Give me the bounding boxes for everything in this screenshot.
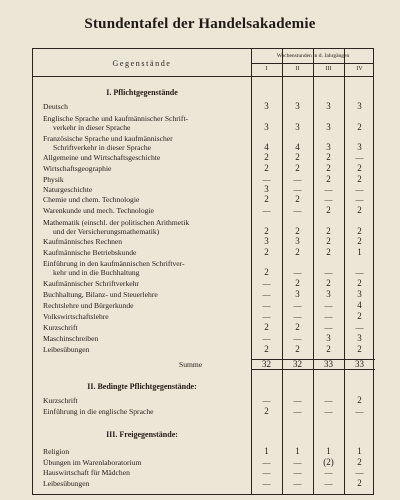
hours-row	[33, 334, 375, 343]
hours-row	[33, 290, 375, 299]
table-row	[33, 218, 375, 227]
hours-value: —	[324, 268, 333, 277]
hours-value: —	[262, 301, 271, 310]
hours-row	[33, 164, 375, 173]
hours-value: 3	[295, 289, 300, 299]
table-row	[33, 134, 375, 143]
subject-label: Allgemeine und Wirtschaftsgeschichte	[43, 153, 161, 162]
hours-value: 2	[326, 344, 331, 354]
hours-value: 1	[264, 446, 269, 456]
hours-value: —	[324, 407, 333, 416]
hours-row	[33, 195, 375, 204]
hours-value: —	[262, 396, 271, 405]
hours-value: 2	[357, 478, 362, 488]
hours-value: 4	[295, 142, 300, 152]
subject-label: Französische Sprache und kaufmännischer	[43, 134, 173, 143]
hours-row	[33, 248, 375, 257]
subject-label: Kaufmännische Betriebskunde	[43, 248, 137, 257]
subject-label: Kurzschrift	[43, 396, 78, 405]
hours-value: —	[324, 301, 333, 310]
hours-value: 1	[357, 247, 362, 257]
subject-label: Übungen im Warenlaboratorium	[43, 458, 142, 467]
hours-value: 2	[357, 395, 362, 405]
hours-value: —	[262, 458, 271, 467]
hours-value: —	[262, 206, 271, 215]
summe-value: 33	[324, 359, 333, 369]
hours-row	[33, 323, 375, 332]
hours-row	[33, 447, 375, 456]
hours-value: —	[355, 468, 364, 477]
subject-label: Kaufmännisches Rechnen	[43, 237, 123, 246]
hours-row	[33, 143, 375, 152]
hours-value: 3	[264, 236, 269, 246]
hours-value: 2	[264, 322, 269, 332]
subject-label: Chemie und chem. Technologie	[43, 195, 140, 204]
hours-row	[33, 479, 375, 488]
hours-row	[33, 468, 375, 477]
hours-value: —	[355, 407, 364, 416]
hours-value: —	[262, 468, 271, 477]
hours-value: 2	[264, 226, 269, 236]
hours-value: —	[324, 195, 333, 204]
hours-value: 2	[326, 247, 331, 257]
hours-value: —	[262, 175, 271, 184]
hours-value: 2	[264, 152, 269, 162]
hours-value: 2	[264, 163, 269, 173]
subject-label: Einführung in den kaufmännischen Schriftver-	[43, 259, 185, 268]
hours-value: 2	[326, 152, 331, 162]
hours-value: —	[293, 468, 302, 477]
hours-value: 2	[357, 457, 362, 467]
hours-value: —	[293, 458, 302, 467]
hours-value: 4	[357, 300, 362, 310]
hours-value: 4	[264, 142, 269, 152]
hours-value: 2	[264, 247, 269, 257]
header-subdivider	[251, 63, 373, 64]
hours-value: 2	[326, 205, 331, 215]
subject-label: Leibesübungen	[43, 345, 90, 354]
subject-label: Kaufmännischer Schriftverkehr	[43, 279, 139, 288]
hours-value: 2	[295, 194, 300, 204]
hours-value: —	[324, 396, 333, 405]
subject-label: Rechtslehre und Bürgerkunde	[43, 301, 134, 310]
hours-value: —	[355, 195, 364, 204]
hours-value: —	[324, 312, 333, 321]
subject-label: Einführung in die englische Sprache	[43, 407, 154, 416]
subject-label: kehr und in die Buchhaltung	[53, 268, 140, 277]
hours-value: —	[293, 268, 302, 277]
subject-label: Religion	[43, 447, 70, 456]
hours-value: 2	[357, 174, 362, 184]
hours-value: —	[262, 290, 271, 299]
header-year-4: IV	[356, 66, 363, 72]
header-year-1: I	[265, 66, 268, 72]
header-gegenstaende: Gegenstände	[112, 59, 172, 68]
hours-value: —	[355, 185, 364, 194]
hours-value: —	[324, 479, 333, 488]
hours-value: 2	[357, 311, 362, 321]
table-row	[33, 259, 375, 268]
hours-value: —	[293, 206, 302, 215]
subject-label: Buchhaltung, Bilanz- und Steuerlehre	[43, 290, 158, 299]
hours-value: 3	[295, 101, 300, 111]
hours-value: 3	[326, 333, 331, 343]
hours-row	[33, 185, 375, 194]
hours-value: 2	[264, 267, 269, 277]
hours-row	[33, 175, 375, 184]
hours-row	[33, 458, 375, 467]
hours-value: 2	[326, 226, 331, 236]
hours-value: 2	[295, 226, 300, 236]
hours-row	[33, 153, 375, 162]
section-heading-pflicht: I. Pflichtgegenstände	[106, 88, 178, 97]
hours-value: —	[324, 468, 333, 477]
hours-value: —	[355, 268, 364, 277]
hours-value: 3	[357, 101, 362, 111]
hours-row	[33, 345, 375, 354]
hours-value: 1	[326, 446, 331, 456]
hours-value: 2	[326, 174, 331, 184]
hours-value: —	[355, 153, 364, 162]
hours-value: 3	[357, 142, 362, 152]
hours-value: 2	[357, 344, 362, 354]
hours-row	[33, 407, 375, 416]
hours-value: 2	[357, 278, 362, 288]
hours-value: —	[262, 479, 271, 488]
hours-value: —	[324, 185, 333, 194]
hours-value: —	[293, 479, 302, 488]
hours-row	[33, 279, 375, 288]
subject-label: Warenkunde und mech. Technologie	[43, 206, 154, 215]
subject-label: Leibesübungen	[43, 479, 90, 488]
hours-value: 2	[295, 322, 300, 332]
hours-row	[33, 312, 375, 321]
hours-row	[33, 102, 375, 111]
section-heading-bedingt: II. Bedingte Pflichtgegenstände:	[87, 382, 197, 391]
hours-value: (2)	[323, 457, 334, 467]
hours-value: 2	[326, 278, 331, 288]
subject-label: und der Versicherungsmathematik)	[53, 227, 160, 236]
hours-value: —	[293, 312, 302, 321]
hours-value: 2	[295, 163, 300, 173]
subject-label: Wirtschaftsgeographie	[43, 164, 112, 173]
hours-value: 2	[357, 236, 362, 246]
hours-row	[33, 227, 375, 236]
subject-label: verkehr in dieser Sprache	[53, 123, 131, 132]
hours-value: 2	[357, 122, 362, 132]
section-heading-frei: III. Freigegenstände:	[106, 430, 178, 439]
hours-value: 3	[264, 184, 269, 194]
summe-value: 32	[262, 359, 271, 369]
subject-label: Englische Sprache und kaufmännischer Schrift-	[43, 114, 189, 123]
hours-value: 2	[295, 152, 300, 162]
hours-value: 3	[264, 101, 269, 111]
hours-value: 2	[357, 205, 362, 215]
hours-row	[33, 268, 375, 277]
subject-label: Kurzschrift	[43, 323, 78, 332]
subject-label: Naturgeschichte	[43, 185, 93, 194]
hours-value: 2	[326, 236, 331, 246]
hours-value: —	[262, 334, 271, 343]
hours-value: —	[262, 279, 271, 288]
hours-value: 3	[295, 122, 300, 132]
subject-label: Deutsch	[43, 102, 68, 111]
hours-value: 2	[357, 163, 362, 173]
hours-value: —	[262, 312, 271, 321]
hours-value: 3	[295, 236, 300, 246]
summe-label: Summe	[179, 360, 203, 369]
hours-value: —	[293, 396, 302, 405]
hours-value: —	[293, 301, 302, 310]
hours-value: 2	[295, 344, 300, 354]
hours-value: 2	[357, 226, 362, 236]
hours-row	[33, 206, 375, 215]
hours-value: —	[293, 407, 302, 416]
subject-label: Mathematik (einschl. der politischen Arithmetik	[43, 218, 190, 227]
hours-value: 3	[326, 101, 331, 111]
hours-value: 2	[264, 344, 269, 354]
hours-value: —	[355, 323, 364, 332]
subject-label: Schriftverkehr in dieser Sprache	[53, 143, 152, 152]
subject-label: Hauswirtschaft für Mädchen	[43, 468, 130, 477]
hours-value: 3	[264, 122, 269, 132]
page-title: Stundentafel der Handelsakademie	[84, 16, 316, 32]
hours-value: 3	[326, 122, 331, 132]
hours-value: 3	[357, 333, 362, 343]
subject-label: Maschinschreiben	[43, 334, 99, 343]
hours-value: 2	[295, 278, 300, 288]
subject-label: Physik	[43, 175, 64, 184]
hours-row	[33, 237, 375, 246]
summe-value: 32	[293, 359, 302, 369]
timetable	[32, 48, 374, 495]
header-divider	[33, 76, 373, 77]
summe-row	[33, 360, 375, 369]
hours-value: —	[324, 323, 333, 332]
summe-value: 33	[355, 359, 364, 369]
hours-value: 2	[326, 163, 331, 173]
header-wochenstunden: Wochenstunden in d. Jahrgängen	[276, 53, 350, 59]
hours-row	[33, 123, 375, 132]
hours-value: 1	[357, 446, 362, 456]
subject-label: Volkswirtschaftslehre	[43, 312, 109, 321]
hours-value: —	[293, 334, 302, 343]
table-row	[33, 114, 375, 123]
hours-value: 3	[326, 289, 331, 299]
hours-row	[33, 396, 375, 405]
hours-value: —	[293, 175, 302, 184]
hours-value: —	[293, 185, 302, 194]
hours-value: 2	[264, 406, 269, 416]
hours-value: 3	[357, 289, 362, 299]
hours-value: 2	[295, 247, 300, 257]
hours-value: 2	[264, 194, 269, 204]
hours-value: 3	[326, 142, 331, 152]
hours-value: 1	[295, 446, 300, 456]
header-year-3: III	[325, 66, 332, 72]
header-year-2: II	[295, 66, 300, 72]
hours-row	[33, 301, 375, 310]
